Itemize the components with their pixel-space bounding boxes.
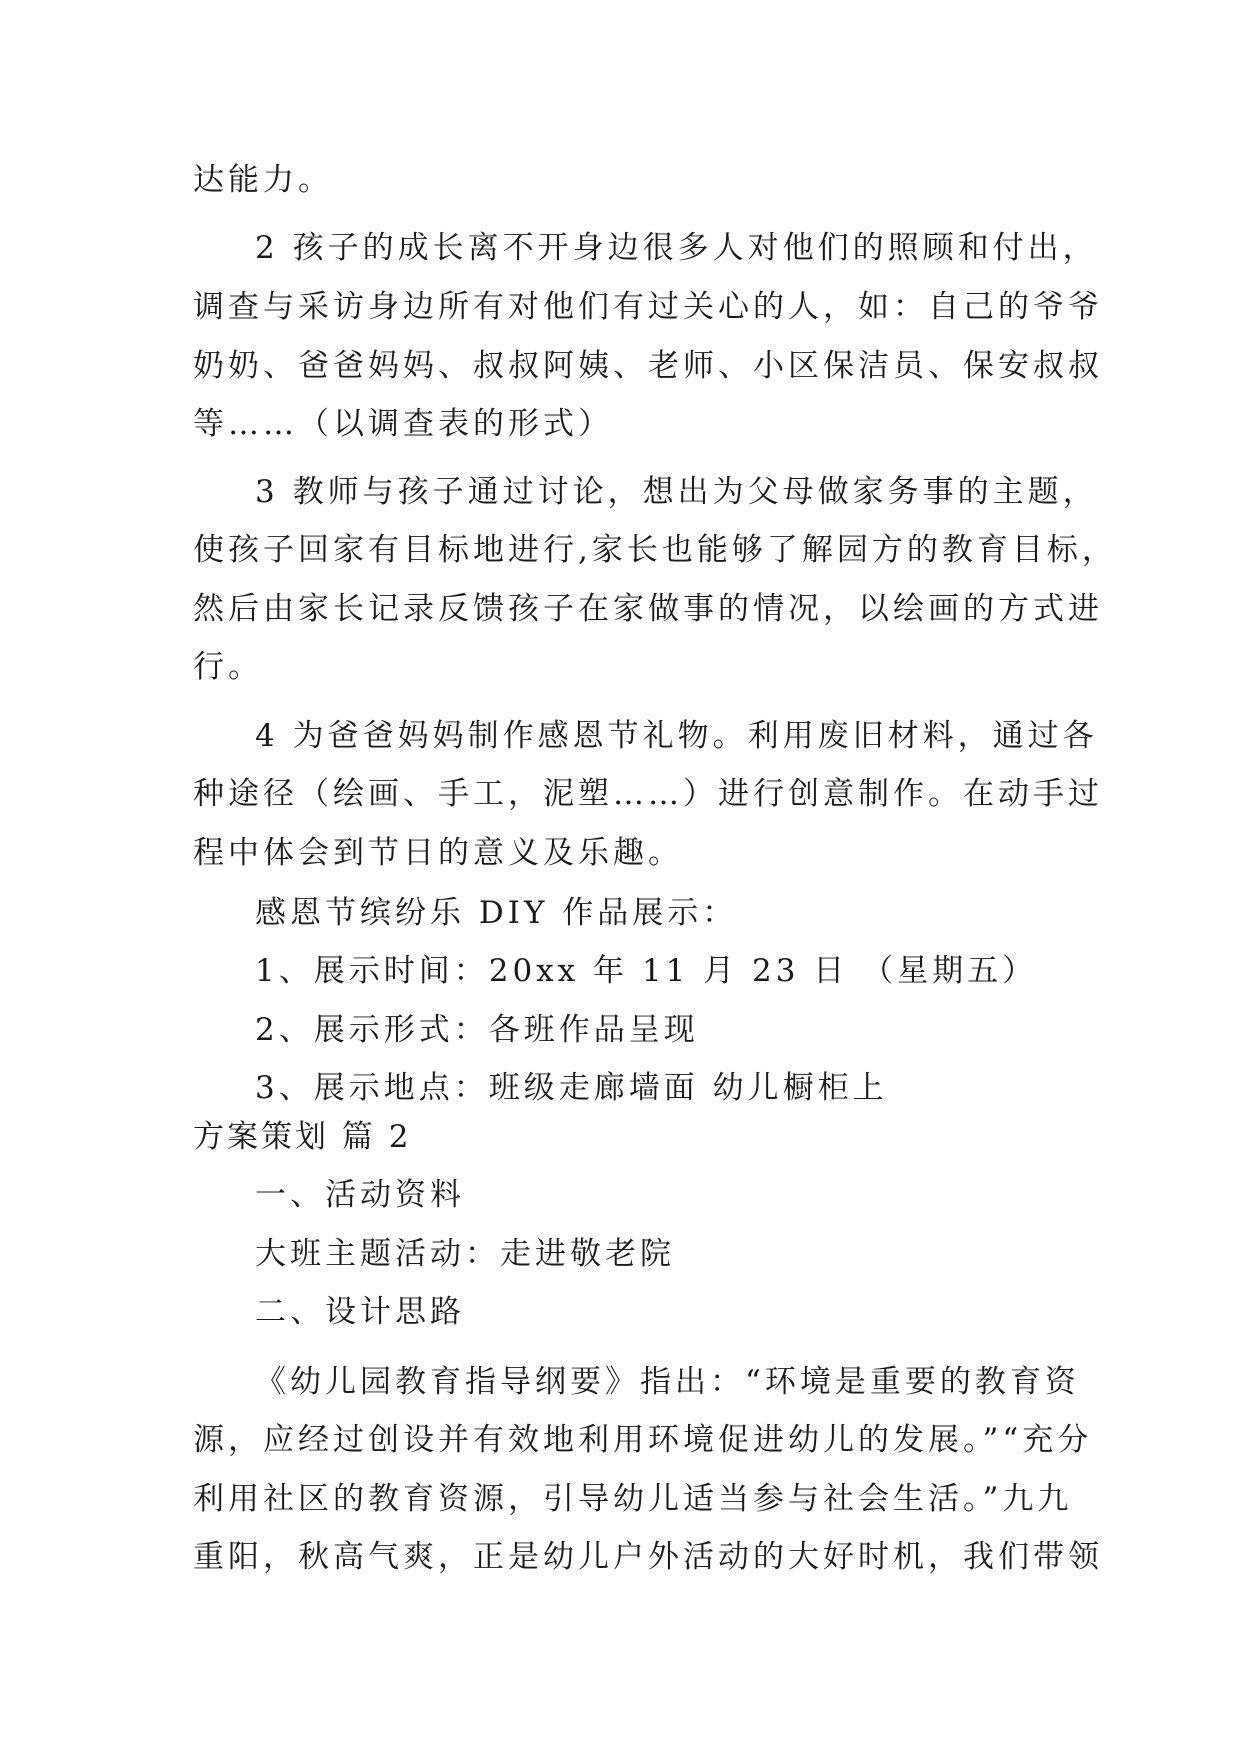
paragraph-line: 感恩节缤纷乐 DIY 作品展示： — [255, 895, 738, 931]
paragraph-line: 调查与采访身边所有对他们有过关心的人，如：自己的爷爷 — [193, 289, 1103, 325]
paragraph-line: 1、展示时间：20xx 年 11 月 23 日 （星期五） — [255, 953, 1038, 989]
paragraph-line: 2、展示形式：各班作品呈现 — [255, 1012, 699, 1048]
paragraph-line: 达能力。 — [193, 162, 333, 198]
paragraph-line: 重阳，秋高气爽，正是幼儿户外活动的大好时机，我们带领 — [193, 1539, 1103, 1575]
paragraph-line: 等……（以调查表的形式） — [193, 406, 613, 442]
paragraph-line: 2 孩子的成长离不开身边很多人对他们的照顾和付出， — [255, 230, 1098, 266]
paragraph-line: 《幼儿园教育指导纲要》指出：“环境是重要的教育资 — [255, 1364, 1080, 1400]
paragraph-line: 奶奶、爸爸妈妈、叔叔阿姨、老师、小区保洁员、保安叔叔 — [193, 348, 1103, 384]
paragraph-line: 4 为爸爸妈妈制作感恩节礼物。利用废旧材料，通过各 — [255, 718, 1098, 754]
paragraph-line: 二、设计思路 — [255, 1294, 465, 1330]
paragraph-line: 3、展示地点：班级走廊墙面 幼儿橱柜上 — [255, 1070, 888, 1106]
paragraph-line: 大班主题活动：走进敬老院 — [255, 1236, 675, 1272]
section-heading: 方案策划 篇 2 — [193, 1119, 412, 1155]
paragraph-line: 使孩子回家有目标地进行,家长也能够了解园方的教育目标， — [193, 532, 1117, 568]
paragraph-line: 源，应经过创设并有效地利用环境促进幼儿的发展。”“充分 — [193, 1422, 1093, 1458]
paragraph-line: 种途径（绘画、手工，泥塑……）进行创意制作。在动手过 — [193, 776, 1103, 812]
paragraph-line: 利用社区的教育资源，引导幼儿适当参与社会生活。”九九 — [193, 1481, 1073, 1517]
paragraph-line: 3 教师与孩子通过讨论，想出为父母做家务事的主题， — [255, 474, 1098, 510]
paragraph-line: 然后由家长记录反馈孩子在家做事的情况，以绘画的方式进 — [193, 591, 1103, 627]
paragraph-line: 一、活动资料 — [255, 1177, 465, 1213]
paragraph-line: 程中体会到节日的意义及乐趣。 — [193, 835, 683, 871]
paragraph-line: 行。 — [193, 649, 263, 685]
